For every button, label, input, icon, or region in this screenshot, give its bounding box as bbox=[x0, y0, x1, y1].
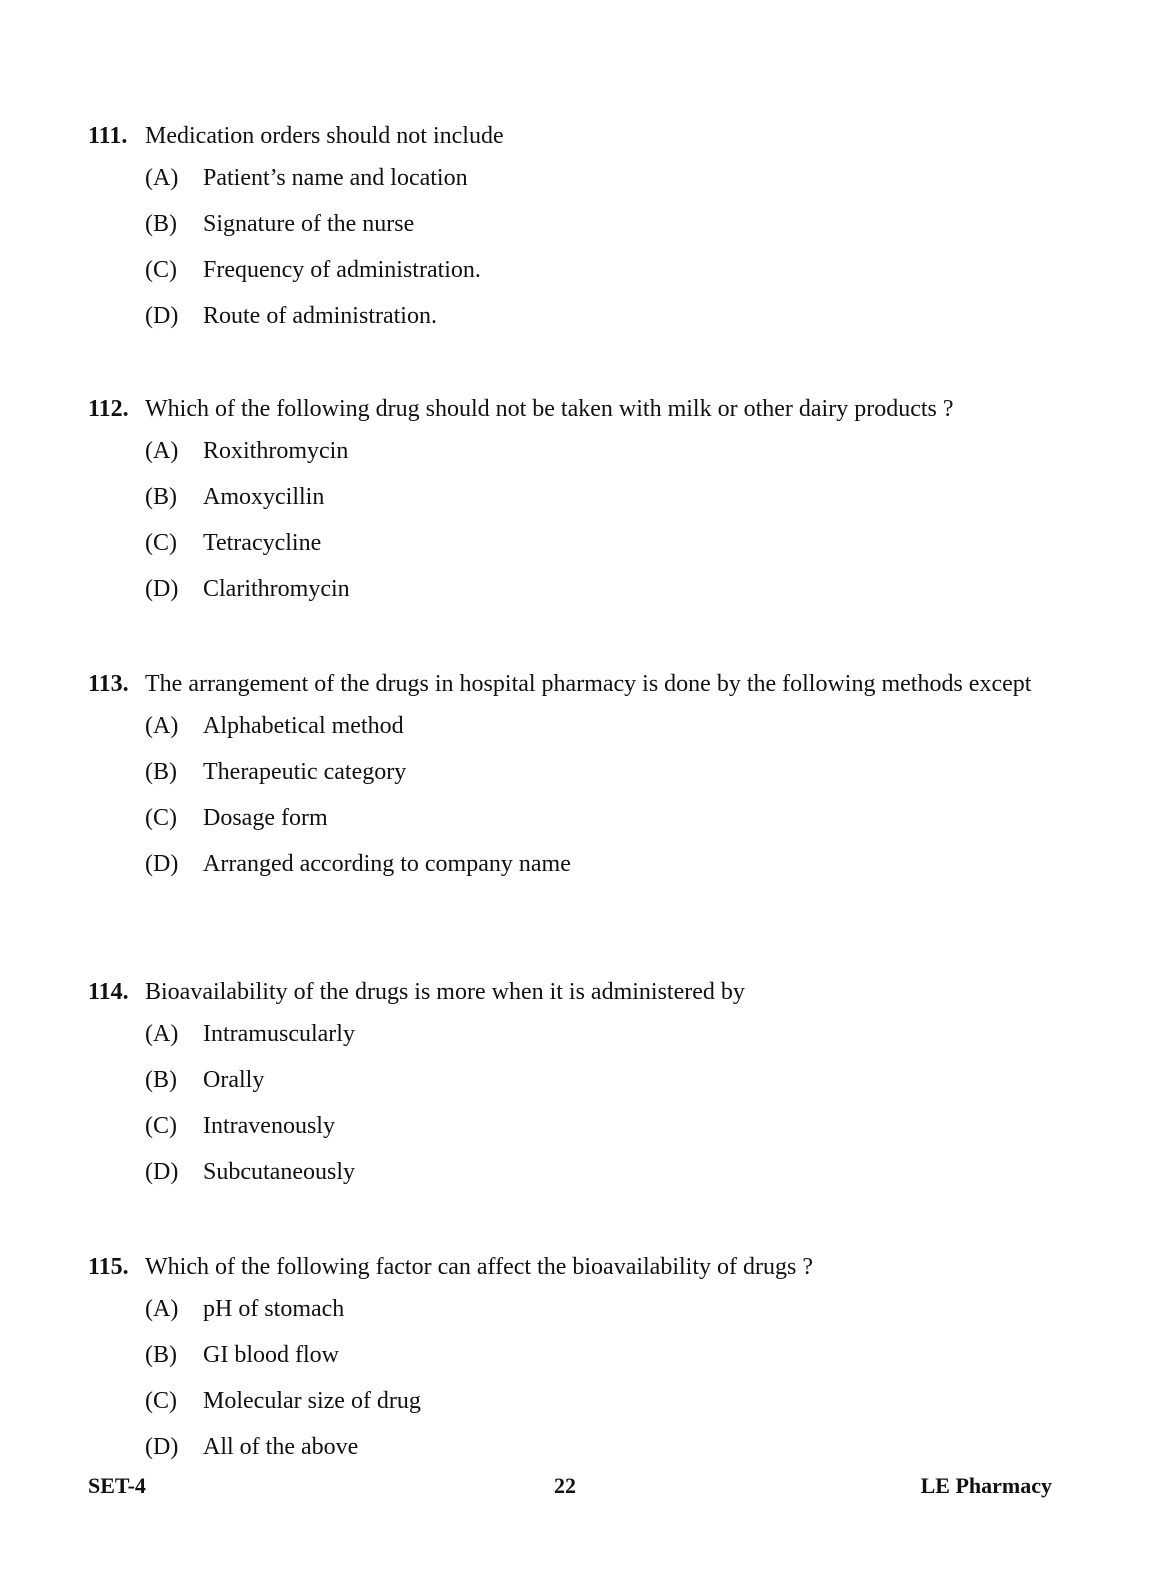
options-list bbox=[88, 1293, 1058, 1463]
option-letter: (D) bbox=[145, 1434, 179, 1460]
question-114 bbox=[88, 976, 1058, 1202]
options-list bbox=[88, 435, 1058, 605]
option-text: Clarithromycin bbox=[203, 576, 350, 602]
option-text: Intravenously bbox=[203, 1113, 335, 1139]
options-list bbox=[88, 162, 1058, 332]
option-d bbox=[145, 848, 1058, 880]
option-b bbox=[145, 1339, 1058, 1371]
option-text: Dosage form bbox=[203, 805, 328, 831]
question-number: 112. bbox=[88, 396, 129, 422]
option-letter: (D) bbox=[145, 1159, 179, 1185]
option-letter: (A) bbox=[145, 713, 179, 739]
option-letter: (D) bbox=[145, 576, 179, 602]
question-number: 111. bbox=[88, 123, 128, 149]
option-a bbox=[145, 1018, 1058, 1050]
option-a bbox=[145, 1293, 1058, 1325]
option-text: Therapeutic category bbox=[203, 759, 407, 785]
option-text: Molecular size of drug bbox=[203, 1388, 421, 1414]
option-text: pH of stomach bbox=[203, 1296, 345, 1322]
question-text: Which of the following factor can affect the bioavailability of drugs ? bbox=[145, 1254, 813, 1280]
option-letter: (A) bbox=[145, 438, 179, 464]
question-text: Bioavailability of the drugs is more when it is administered by bbox=[145, 979, 745, 1005]
question-113 bbox=[88, 668, 1058, 894]
option-text: Arranged according to company name bbox=[203, 851, 571, 877]
option-b bbox=[145, 756, 1058, 788]
options-list bbox=[88, 710, 1058, 880]
option-letter: (C) bbox=[145, 1388, 177, 1414]
question-number: 114. bbox=[88, 979, 129, 1005]
option-d bbox=[145, 1156, 1058, 1188]
option-letter: (C) bbox=[145, 805, 177, 831]
question-stem bbox=[88, 120, 1058, 152]
option-letter: (A) bbox=[145, 165, 179, 191]
option-letter: (C) bbox=[145, 1113, 177, 1139]
option-a bbox=[145, 435, 1058, 467]
option-text: Amoxycillin bbox=[203, 484, 325, 510]
option-letter: (D) bbox=[145, 303, 179, 329]
question-stem bbox=[88, 668, 1058, 700]
question-number: 115. bbox=[88, 1254, 129, 1280]
option-b bbox=[145, 481, 1058, 513]
question-stem bbox=[88, 1251, 1058, 1283]
question-115 bbox=[88, 1251, 1058, 1477]
option-text: Intramuscularly bbox=[203, 1021, 355, 1047]
option-letter: (C) bbox=[145, 530, 177, 556]
question-111 bbox=[88, 120, 1058, 346]
option-text: Roxithromycin bbox=[203, 438, 349, 464]
option-d bbox=[145, 1431, 1058, 1463]
option-text: Patient’s name and location bbox=[203, 165, 468, 191]
options-list bbox=[88, 1018, 1058, 1188]
question-stem bbox=[88, 976, 1058, 1008]
option-text: Frequency of administration. bbox=[203, 257, 481, 283]
set-label: SET-4 bbox=[88, 1473, 146, 1498]
question-stem bbox=[88, 393, 1058, 425]
option-letter: (D) bbox=[145, 851, 179, 877]
option-c bbox=[145, 1385, 1058, 1417]
option-text: All of the above bbox=[203, 1434, 359, 1460]
option-b bbox=[145, 1064, 1058, 1096]
option-text: Subcutaneously bbox=[203, 1159, 355, 1185]
option-c bbox=[145, 802, 1058, 834]
question-text: Which of the following drug should not be taken with milk or other dairy products ? bbox=[145, 396, 954, 422]
question-number: 113. bbox=[88, 671, 129, 697]
option-text: Alphabetical method bbox=[203, 713, 404, 739]
option-b bbox=[145, 208, 1058, 240]
option-a bbox=[145, 162, 1058, 194]
option-d bbox=[145, 573, 1058, 605]
page-number: 22 bbox=[554, 1473, 576, 1498]
question-text: The arrangement of the drugs in hospital pharmacy is done by the following methods except bbox=[145, 671, 1032, 697]
option-d bbox=[145, 300, 1058, 332]
subject-label: LE Pharmacy bbox=[920, 1473, 1052, 1498]
option-text: GI blood flow bbox=[203, 1342, 339, 1368]
option-c bbox=[145, 527, 1058, 559]
option-a bbox=[145, 710, 1058, 742]
page-footer bbox=[88, 1470, 1052, 1502]
option-letter: (B) bbox=[145, 211, 177, 237]
option-letter: (B) bbox=[145, 759, 177, 785]
option-letter: (A) bbox=[145, 1021, 179, 1047]
option-letter: (C) bbox=[145, 257, 177, 283]
option-text: Tetracycline bbox=[203, 530, 322, 556]
option-letter: (A) bbox=[145, 1296, 179, 1322]
question-112 bbox=[88, 393, 1058, 619]
option-letter: (B) bbox=[145, 1067, 177, 1093]
question-text: Medication orders should not include bbox=[145, 123, 504, 149]
option-c bbox=[145, 1110, 1058, 1142]
option-letter: (B) bbox=[145, 484, 177, 510]
option-letter: (B) bbox=[145, 1342, 177, 1368]
option-c bbox=[145, 254, 1058, 286]
option-text: Route of administration. bbox=[203, 303, 437, 329]
option-text: Orally bbox=[203, 1067, 265, 1093]
option-text: Signature of the nurse bbox=[203, 211, 415, 237]
